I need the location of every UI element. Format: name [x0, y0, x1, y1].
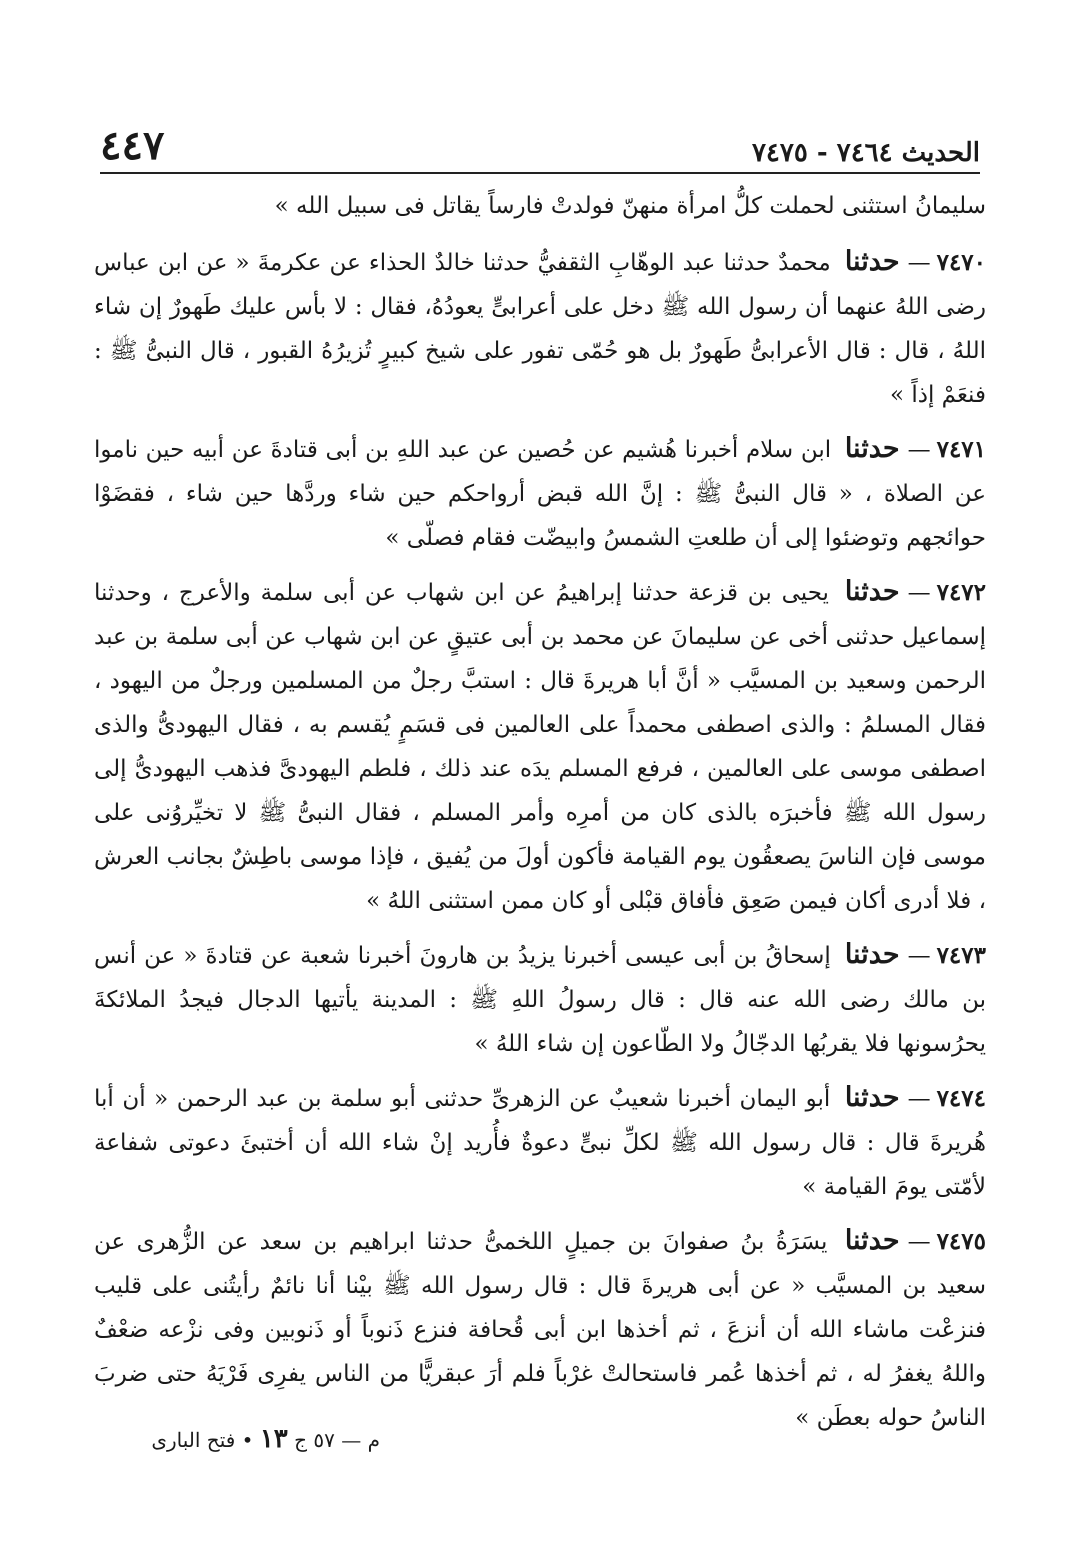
dash: —	[907, 250, 931, 276]
hadith-paragraph	[94, 240, 986, 417]
narration-keyword: حدثنا	[844, 1082, 900, 1113]
hadith-paragraph	[94, 427, 986, 560]
hadith-paragraph	[94, 1076, 986, 1209]
footer-signature: م — ٥٧ ج	[294, 1428, 380, 1452]
volume-number: ١٣	[259, 1424, 288, 1454]
narration-keyword: حدثنا	[844, 433, 900, 464]
page-footer	[100, 1424, 380, 1455]
dash: —	[907, 943, 931, 969]
dash: —	[907, 1086, 931, 1112]
narration-keyword: حدثنا	[844, 939, 900, 970]
dash: —	[907, 1229, 931, 1255]
hadith-number: ٧٤٧٠	[936, 249, 987, 276]
dash: —	[907, 437, 931, 463]
narration-keyword: حدثنا	[844, 246, 900, 277]
header-rule	[100, 172, 980, 174]
hadith-text: يحيى بن قزعة حدثنا إبراهيمُ عن ابن شهاب عن أبى سلمة والأعرج ، وحدثنا إسماعيل حدثنى أخى عن سليمانَ عن محمد بن أبى عتيقٍ عن ابن شهاب عن أبى سلمة بن عبد الرحمن وسعيد بن المسيَّب « أنَّ أبا هريرةَ قال : استبَّ رجلٌ من المسلمين ورجلٌ من اليهود ، فقال المسلمُ : والذى اصطفى محمداً على العالمين فى قسَمٍ يُقسم به ، فقال اليهودىُّ والذى اصطفى موسى على العالمين ، فرفع المسلم يدَه عند ذلك ، فلطم اليهودىَّ فذهب اليهودىُّ إلى رسول الله ﷺ فأخبرَه بالذى كان من أمرِه وأمر المسلم ، فقال النبىُّ ﷺ لا تخيِّروُنى على موسى فإن الناسَ يصعقُون يوم القيامة فأكون أولَ من يُفيق ، فإذا موسى باطِشٌ بجانب العرش ، فلا أدرى أكان فيمن صَعِق فأفاق قبْلى أو كان ممن استثنى اللهُ »	[94, 580, 986, 914]
continuation-paragraph: سليمانُ استثنى لحملت كلُّ امرأة منهنّ فولدتْ فارساً يقاتل فى سبيل الله »	[274, 193, 986, 219]
hadith-text: يسَرَةُ بنُ صفوانَ بن جميلٍ اللخمىُّ حدثنا ابراهيم بن سعد عن الزُّهرى عن سعيد بن المسيَّب « عن أبى هريرةَ قال : قال رسول الله ﷺ بيْنا أنا نائمٌ رأيتُنى على قليب فنزعْت ماشاء الله أن أنزعَ ، ثم أخذها ابن أبى قُحافة فنزع ذَنوباً أو ذَنوبين وفى نزْعه ضعْفٌ واللهُ يغفرُ له ، ثم أخذها عُمر فاستحالتْ غرْباً فلم أرَ عبقريًّا من الناس يفرِى فَرْيَهُ حتى ضربَ الناسُ حوله بعطَن »	[94, 1229, 986, 1431]
hadith-number: ٧٤٧٣	[936, 942, 986, 969]
book-title: • فتح البارى	[151, 1428, 254, 1452]
main-text	[94, 184, 986, 1450]
hadith-number: ٧٤٧١	[936, 436, 987, 463]
hadith-number: ٧٤٧٥	[936, 1228, 986, 1255]
hadith-text: أبو اليمان أخبرنا شعيبٌ عن الزهرىِّ حدثنى أبو سلمة بن عبد الرحمن « أن أبا هُريرةَ قال : قال رسول الله ﷺ لكلِّ نبىٍّ دعوةٌ فأُريد إنْ شاء الله أن أختبئَ دعوتى شفاعة لأمّتى يومَ القيامة »	[94, 1086, 986, 1200]
page-number: ٤٤٧	[100, 122, 165, 169]
hadith-paragraph	[94, 1219, 986, 1440]
page-header	[100, 118, 980, 169]
dash: —	[907, 580, 931, 606]
hadith-paragraph	[94, 933, 986, 1066]
hadith-number: ٧٤٧٢	[936, 579, 987, 606]
hadith-text: ابن سلام أخبرنا هُشيم عن حُصين عن عبد اللهِ بن أبى قتادةَ عن أبيه حين ناموا عن الصلاة ، « قال النبىُّ ﷺ : إنَّ الله قبض أرواحكم حين شاء وردَّها حين شاء ، فقضَوْا حوائجهم وتوضئوا إلى أن طلعتِ الشمسُ وابيضّت فقام فصلّى »	[94, 437, 986, 551]
narration-keyword: حدثنا	[844, 1225, 900, 1256]
hadith-number: ٧٤٧٤	[936, 1085, 986, 1112]
hadith-paragraph	[94, 570, 986, 923]
running-head: الحديث ٧٤٦٤ - ٧٤٧٥	[751, 138, 980, 168]
narration-keyword: حدثنا	[844, 576, 900, 607]
hadith-text: محمدٌ حدثنا عبد الوهّابِ الثقفيُّ حدثنا خالدٌ الحذاء عن عكرمةَ « عن ابن عباس رضى اللهُ عنهما أن رسول الله ﷺ دخل على أعرابىٍّ يعودُهُ، فقال : لا بأس عليك طَهورٌ إن شاء اللهُ ، قال : قال الأعرابىُّ طَهورٌ بل هو حُمّى تفور على شيخ كبيرٍ تُزيرُهُ القبور ، قال النبىُّ ﷺ : فنعَمْ إذاً »	[94, 250, 986, 408]
hadith-text: إسحاقُ بن أبى عيسى أخبرنا يزيدُ بن هارونَ أخبرنا شعبة عن قتادةَ « عن أنس بن مالك رضى الله عنه قال : قال رسولُ اللهِ ﷺ : المدينة يأتيها الدجال فيجدُ الملائكةَ يحرُسونها فلا يقربُها الدجّالُ ولا الطّاعون إن شاء اللهُ »	[94, 943, 986, 1057]
